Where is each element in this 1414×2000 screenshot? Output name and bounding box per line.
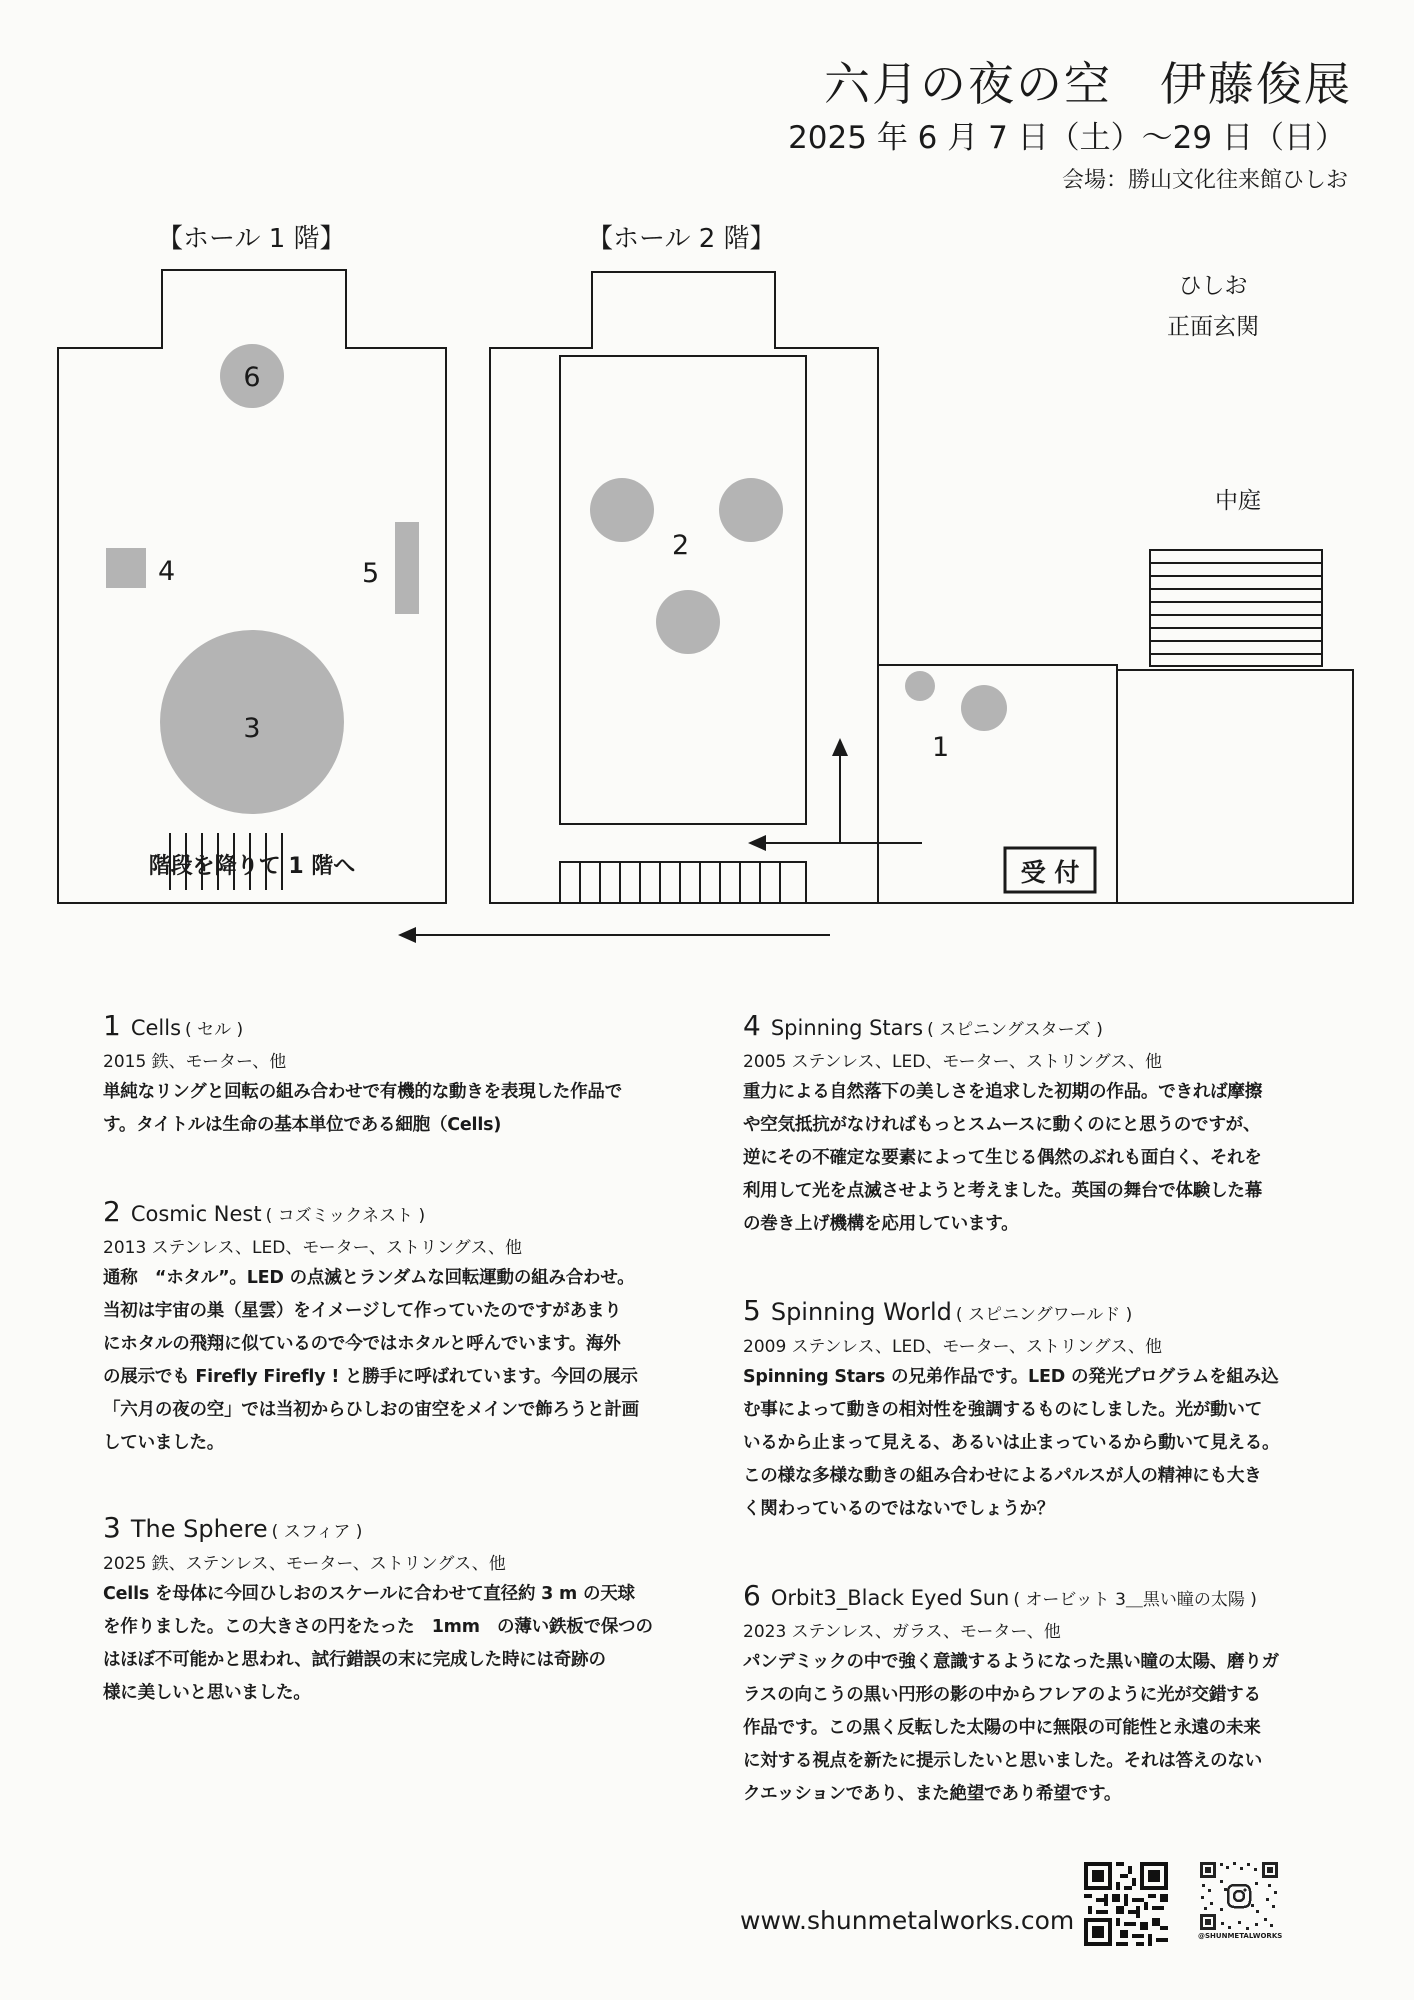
qr-handle-label: @SHUNMETALWORKS [1198,1932,1283,1940]
arrow-head-up [832,738,848,756]
exhibition-dates: 2025 年 6 月 7 日（土）〜29 日（日） [788,120,1346,156]
exhibit-2-marker-b [719,478,783,542]
work-number: 3 [103,1511,121,1544]
route-arrows [402,742,922,935]
work-meta: 2023 ステンレス、ガラス、モーター、他 [743,1622,1061,1642]
work-title-kana: ( スフィア ) [271,1522,363,1542]
exhibit-2-marker-c [656,590,720,654]
marker-3-label: 3 [243,713,261,744]
work-description: Spinning Stars の兄弟作品です。LED の発光プログラムを組み込 む事によって動きの相対性を強調するものにしました。光が動いて いるから止まって見える、あるいは止まっているから動いて見える。 この様な多様な動きの組み合わせによるパルスが人の精神にも大き く関わっているのではないでしょうか？ [743,1367,1280,1519]
marker-4-label: 4 [158,556,176,587]
stairs-steps [580,862,780,903]
stairs-down-label: 階段を降りて 1 階へ [148,854,356,879]
reception-label: 受 付 [1020,858,1080,887]
work-description: Cells を母体に今回ひしおのスケールに合わせて直径約 3 m の天球 を作りました。この大きさの円をたった 1mm の薄い鉄板で保つの はほぼ不可能かと思われ、試行錯誤の末に完成した時には奇跡の 様に美しいと思いました。 [103,1584,653,1703]
work-meta: 2015 鉄、モーター、他 [103,1052,287,1072]
exhibit-1-marker-b [961,685,1007,731]
courtyard-stairs [1150,550,1322,666]
entrance-label-line1: ひしお [1178,273,1248,299]
work-description: パンデミックの中で強く意識するようになった黒い瞳の太陽、磨りガ ラスの向こうの黒い円形の影の中からフレアのように光が交錯する 作品です。この黒く反転した太陽の中に無限の可能性と永遠の未来 に対する視点を新たに提示したいと思いました。それは答えのない クエッションであり、また絶望であり希望です。 [743,1652,1279,1804]
exhibit-1-marker-a [905,671,935,701]
work-3 [103,1510,693,1710]
exhibit-5-marker [395,522,419,614]
work-title: Orbit3_Black Eyed Sun [770,1586,1010,1610]
work-title: Cells [130,1016,182,1040]
work-title: Spinning World [770,1298,952,1326]
exhibit-2-marker-a [590,478,654,542]
work-description: 通称 “ホタル”。LED の点滅とランダムな回転運動の組み合わせ。 当初は宇宙の巣（星雲）をイメージして作っていたのですがあまり にホタルの飛翔に似ているので今ではホタルと呼んでいます。海外 の展示でも Firefly Firefly ! と勝手に呼ばれています。今回の展示 「六月の夜の空」では当初からひしおの宙空をメインで飾ろうと計画 していました。 [103,1268,639,1453]
marker-5-label: 5 [362,558,380,589]
work-number: 6 [743,1579,761,1612]
work-5 [743,1293,1333,1526]
hall-2-outline [490,272,1353,903]
page-title: 六月の夜の空 伊藤俊展 [824,57,1352,111]
exhibition-venue: 会場：勝山文化往来館ひしお [1061,168,1348,193]
hall-2-inner-room [560,356,806,824]
work-meta: 2013 ステンレス、LED、モーター、ストリングス、他 [103,1238,522,1258]
work-number: 5 [743,1294,761,1327]
work-number: 1 [103,1009,121,1042]
work-description: 単純なリングと回転の組み合わせで有機的な動きを表現した作品で す。タイトルは生命の基本単位である細胞（Cells) [103,1082,622,1135]
work-title: The Sphere [130,1515,268,1543]
arrow-head-left-lower [398,927,416,943]
work-title: Spinning Stars [770,1016,924,1040]
hall-1-label: 【ホール 1 階】 [157,224,346,254]
arrow-head-left-upper [748,835,766,851]
instagram-qr-code[interactable] [1198,1860,1280,1932]
marker-1-label: 1 [932,732,950,763]
work-meta: 2005 ステンレス、LED、モーター、ストリングス、他 [743,1052,1162,1072]
hall-2-label: 【ホール 2 階】 [587,224,776,254]
work-meta: 2009 ステンレス、LED、モーター、ストリングス、他 [743,1337,1162,1357]
work-title-kana: ( スピニングスターズ ) [927,1020,1103,1040]
work-number: 4 [743,1009,761,1042]
work-2 [103,1194,693,1460]
floor-plan [0,0,1414,960]
work-1 [103,1008,693,1142]
website-link[interactable]: www.shunmetalworks.com [740,1906,1075,1935]
work-description: 重力による自然落下の美しさを追求した初期の作品。できれば摩擦 や空気抵抗がなければもっとスムースに動くのにと思うのですが、 逆にその不確定な要素によって生じる偶然のぶれも面白く、それを 利用して光を点滅させようと考えました。英国の舞台で体験した幕 の巻き上げ機構を応用しています。 [743,1082,1262,1234]
work-title-kana: ( コズミックネスト ) [265,1206,426,1226]
marker-6-label: 6 [243,362,261,393]
exhibit-4-marker [106,548,146,588]
courtyard-label: 中庭 [1215,488,1261,514]
website-qr-code[interactable] [1084,1862,1168,1946]
work-title-kana: ( オービット 3＿黒い瞳の太陽 ) [1013,1590,1257,1610]
work-title-kana: ( セル ) [185,1020,244,1040]
work-6 [743,1578,1333,1811]
work-meta: 2025 鉄、ステンレス、モーター、ストリングス、他 [103,1554,506,1574]
work-title-kana: ( スピニングワールド ) [955,1305,1133,1325]
entrance-label-line2: 正面玄関 [1167,314,1259,340]
work-number: 2 [103,1195,121,1228]
stairs-hall-2 [560,862,806,903]
work-title: Cosmic Nest [130,1202,262,1226]
instagram-icon [1228,1885,1250,1907]
marker-2-label: 2 [672,530,690,561]
work-4 [743,1008,1333,1241]
